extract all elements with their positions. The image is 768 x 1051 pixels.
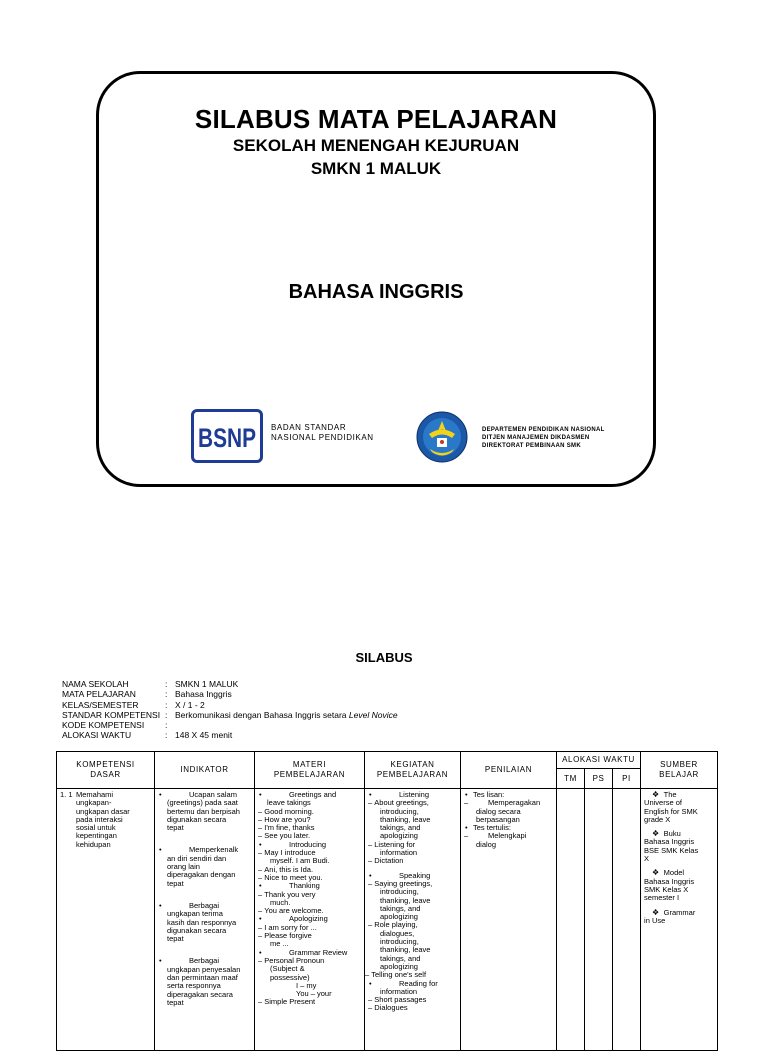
- cell-kegiatan: [365, 789, 461, 1051]
- cell-ps: [585, 789, 613, 1051]
- kd-line: ungkapan dasar: [76, 806, 130, 816]
- materi-subitem: – Thank you very: [258, 891, 361, 899]
- sumber-item: ❖ Buku Bahasa Inggris BSE SMK Kelas X: [644, 830, 714, 863]
- kd-line: Memahami: [76, 790, 114, 799]
- bsnp-logo-graphic: [196, 415, 258, 457]
- meta-separator: :: [165, 720, 168, 731]
- header-ps: PS: [585, 769, 613, 789]
- kegiatan-subitem: takings, and: [380, 903, 421, 913]
- materi-subitem: – Personal Pronoun: [258, 957, 361, 965]
- kd-number: 1. 1: [60, 790, 73, 799]
- sumber-item: ❖ Model Bahasa Inggris SMK Kelas X semester I: [644, 869, 714, 902]
- meta-label: NAMA SEKOLAH: [62, 679, 129, 689]
- sumber-item: ❖ The Universe of English for SMK grade X: [644, 791, 714, 824]
- kegiatan-item: • Listening: [377, 791, 457, 799]
- kegiatan-subitem: information: [380, 848, 418, 858]
- materi-item: • Thanking: [267, 882, 361, 890]
- cover-school-type: SEKOLAH MENENGAH KEJURUAN: [232, 136, 520, 155]
- kd-line: kepentingan: [76, 831, 117, 841]
- header-pi: PI: [613, 769, 641, 789]
- meta-separator: :: [165, 689, 168, 700]
- meta-label: KODE KOMPETENSI: [62, 720, 145, 731]
- materi-item: • Apologizing: [267, 915, 361, 923]
- bsnp-name: [271, 423, 374, 443]
- meta-value-text: Berkomunikasi dengan Bahasa Inggris setara: [175, 709, 349, 720]
- materi-subitem: (Subject &: [270, 964, 305, 974]
- materi-subitem: – I'm fine, thanks: [258, 824, 361, 832]
- cover-title: SILABUS MATA PELAJARAN: [194, 104, 558, 134]
- kegiatan-subitem: – Telling one's self: [365, 971, 457, 979]
- bsnp-line-2: NASIONAL PENDIDIKAN: [271, 433, 374, 442]
- meta-separator: :: [165, 709, 168, 720]
- kegiatan-item: • Reading for: [377, 980, 457, 988]
- cover-school-name: SMKN 1 MALUK: [310, 159, 442, 178]
- materi-subitem: myself. I am Budi.: [270, 856, 330, 866]
- cell-materi: [255, 789, 365, 1051]
- meta-row-competency-standard: [62, 710, 398, 720]
- penilaian-item: • Tes tertulis:: [473, 824, 553, 832]
- meta-separator: :: [165, 730, 168, 741]
- materi-subitem: – Nice to meet you.: [258, 874, 361, 882]
- kegiatan-subitem: thanking, leave: [380, 895, 431, 905]
- materi-item: • Greetings and leave takings: [267, 791, 361, 808]
- cell-sumber-belajar: [641, 789, 718, 1051]
- header-alokasi-waktu: ALOKASI WAKTU: [557, 752, 641, 769]
- cell-penilaian: [461, 789, 557, 1051]
- header-kompetensi-dasar: KOMPETENSI DASAR: [57, 752, 155, 789]
- kegiatan-subitem: – Role playing,: [368, 921, 457, 929]
- cell-tm: [557, 789, 585, 1051]
- dept-line-1: DEPARTEMEN PENDIDIKAN NASIONAL: [482, 427, 605, 433]
- kd-line: kehidupan: [76, 839, 111, 849]
- materi-subitem: – Please forgive: [258, 932, 361, 940]
- meta-row-class: [62, 700, 398, 710]
- meta-separator: :: [165, 679, 168, 689]
- penilaian-item: • Tes lisan:: [473, 791, 553, 799]
- kd-line: sosial untuk: [76, 823, 116, 833]
- materi-subitem: possessive): [270, 972, 310, 982]
- meta-value: SMKN 1 MALUK: [175, 679, 239, 689]
- meta-separator: :: [165, 699, 168, 710]
- cover-frame: [96, 71, 656, 487]
- kegiatan-subitem: thanking, leave: [380, 945, 431, 955]
- meta-value: [175, 710, 398, 720]
- indikator-item: • Memperkenalk an diri sendiri dan orang lain diperagakan dengan tepat: [167, 846, 251, 887]
- kegiatan-subitem: apologizing: [380, 831, 418, 841]
- kegiatan-subitem: – About greetings,: [368, 799, 457, 807]
- syllabus-meta: [62, 679, 398, 741]
- materi-item: • Grammar Review: [267, 949, 361, 957]
- meta-row-subject: [62, 689, 398, 699]
- meta-value: X / 1 - 2: [175, 699, 205, 710]
- penilaian-subitem: – Memperagakan dialog secara berpasangan: [464, 798, 541, 824]
- dept-line-2: DITJEN MANAJEMEN DIKDASMEN: [482, 435, 590, 441]
- kd-line: ungkapan-: [76, 798, 112, 808]
- materi-subitem: – Simple Present: [258, 998, 361, 1006]
- bsnp-line-1: BADAN STANDAR: [271, 423, 347, 432]
- header-penilaian: PENILAIAN: [461, 752, 557, 789]
- cover-subject: BAHASA INGGRIS: [288, 281, 464, 303]
- kegiatan-subitem: apologizing: [380, 912, 418, 922]
- materi-item: • Introducing: [267, 841, 361, 849]
- kegiatan-subitem: takings, and: [380, 823, 421, 833]
- ministry-name: [482, 426, 605, 450]
- sumber-item: ❖ Grammar in Use: [644, 909, 714, 926]
- cell-kompetensi-dasar: [57, 789, 155, 1051]
- header-sumber-belajar: SUMBER BELAJAR: [641, 752, 718, 789]
- dept-line-3: DIREKTORAT PEMBINAAN SMK: [482, 443, 581, 449]
- kegiatan-subitem: – Dictation: [368, 857, 457, 865]
- header-kegiatan: KEGIATAN PEMBELAJARAN: [365, 752, 461, 789]
- bsnp-logo: [191, 409, 263, 463]
- cell-pi: [613, 789, 641, 1051]
- meta-value: Bahasa Inggris: [175, 689, 232, 700]
- kegiatan-item: • Speaking: [377, 872, 457, 880]
- meta-label: ALOKASI WAKTU: [62, 730, 132, 741]
- header-materi: MATERI PEMBELAJARAN: [255, 752, 365, 789]
- indikator-item: • Berbagai ungkapan terima kasih dan responnya digunakan secara tepat: [167, 902, 251, 943]
- indikator-item: • Ucapan salam (greetings) pada saat bertemu dan berpisah digunakan secara tepat: [167, 791, 251, 832]
- indikator-item: • Berbagai ungkapan penyesalan dan permintaan maaf serta responnya diperagakan secara tepat: [167, 957, 251, 1007]
- kegiatan-subitem: – Short passages: [368, 996, 457, 1004]
- meta-row-time: [62, 730, 398, 740]
- header-tm: TM: [557, 769, 585, 789]
- materi-subitem: You – your: [296, 989, 332, 999]
- materi-subitem: me ...: [270, 939, 289, 949]
- kegiatan-subitem: introducing,: [380, 887, 419, 897]
- kegiatan-subitem: dialogues,: [380, 928, 415, 938]
- syllabus-table: [56, 751, 718, 1051]
- kegiatan-subitem: information: [380, 986, 418, 996]
- meta-label: KELAS/SEMESTER: [62, 699, 139, 710]
- meta-value: 148 X 45 menit: [175, 730, 233, 741]
- tut-wuri-handayani-emblem: [416, 411, 468, 463]
- kd-line: pada interaksi: [76, 814, 123, 824]
- kegiatan-subitem: – Listening for: [368, 841, 457, 849]
- kegiatan-subitem: introducing,: [380, 937, 419, 947]
- materi-subitem: – You are welcome.: [258, 907, 361, 915]
- table-row: [57, 789, 718, 1051]
- materi-subitem: much.: [270, 897, 291, 907]
- materi-subitem: – May I introduce: [258, 849, 361, 857]
- meta-row-school: [62, 679, 398, 689]
- materi-subitem: I – my: [296, 980, 317, 990]
- kegiatan-subitem: thanking, leave: [380, 814, 431, 824]
- cell-indikator: [155, 789, 255, 1051]
- meta-label: STANDAR KOMPETENSI: [62, 709, 161, 720]
- meta-row-competency-code: [62, 720, 398, 730]
- kegiatan-subitem: introducing,: [380, 806, 419, 816]
- materi-subitem: – Good morning.: [258, 808, 361, 816]
- kegiatan-subitem: apologizing: [380, 961, 418, 971]
- kegiatan-subitem: – Saying greetings,: [368, 880, 457, 888]
- kegiatan-subitem: – Dialogues: [368, 1004, 457, 1012]
- meta-label: MATA PELAJARAN: [62, 689, 136, 700]
- materi-subitem: – I am sorry for ...: [258, 924, 361, 932]
- materi-subitem: – Ani, this is Ida.: [258, 866, 361, 874]
- svg-text:BSNP: BSNP: [198, 423, 256, 453]
- header-indikator: INDIKATOR: [155, 752, 255, 789]
- materi-subitem: – How are you?: [258, 816, 361, 824]
- materi-subitem: – See you later.: [258, 832, 361, 840]
- kegiatan-subitem: takings, and: [380, 953, 421, 963]
- penilaian-subitem: – Melengkapi dialog: [464, 831, 527, 849]
- meta-value-italic: Level Novice: [348, 709, 398, 720]
- silabus-heading: SILABUS: [355, 650, 413, 665]
